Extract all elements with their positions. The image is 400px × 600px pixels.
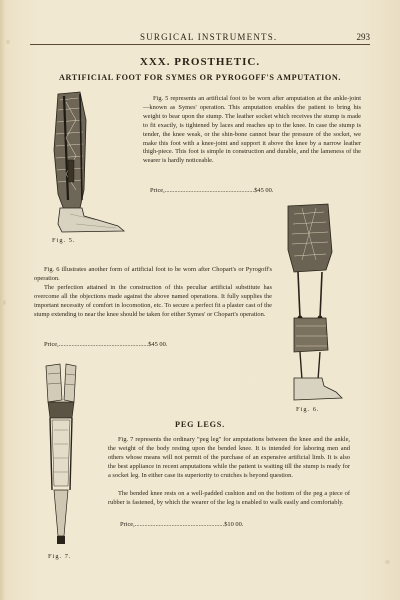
fig6-artificial-foot-illustration — [280, 200, 350, 405]
paper-stain — [6, 40, 10, 44]
fig7-caption: Fig. 7. — [48, 553, 72, 560]
peg-leg-price: Price,........................................................$10 00. — [120, 521, 244, 528]
fig7-peg-leg-illustration — [40, 360, 84, 550]
fig5-artificial-foot-illustration — [40, 90, 132, 235]
peg-leg-detail: The bended knee rests on a well-padded cushion and on the bottom of the peg a piece of rubber is fastened, by which the wearer of the leg is enabled to walk easily and comfortably. — [108, 490, 350, 506]
section-subtitle: ARTIFICIAL FOOT FOR SYMES OR PYROGOFF'S AMPUTATION. — [58, 73, 342, 82]
peg-legs-heading: PEG LEGS. — [175, 420, 225, 429]
fig6-caption: Fig. 6. — [296, 406, 320, 413]
running-head: SURGICAL INSTRUMENTS. — [140, 32, 278, 42]
fig5-price: Price,........................................................$45 00. — [150, 187, 274, 194]
header-rule — [30, 44, 370, 45]
section-title: XXX. PROSTHETIC. — [139, 56, 261, 68]
fig5-description: Fig. 5 represents an artificial foot to be worn after amputation at the ankle-joint—known as Symes' operation. This amputation enables the patient to bring his weight to bear upon the stump. The leather socket which receives the stump is made to fit exactly, is tightened by laces and reaches up to the knee. In case the stump is tender, the knee weak, or the shin-bone cannot bear the pressure of the socket, we make this foot with a knee-joint and support it above the knee by a narrow leather thigh-piece. This foot is simple in construction and durable, and the lameness of the wearer is hardly noticeable. — [143, 95, 361, 165]
fig5-caption: Fig. 5. — [52, 237, 76, 244]
fig6-price: Price,........................................................$45 00. — [44, 341, 168, 348]
fig6-intro: Fig. 6 illustrates another form of artificial foot to be worn after Chopart's or Pyrogoff's operation. — [34, 266, 272, 282]
page-number: 293 — [356, 32, 370, 42]
peg-leg-description: Fig. 7 represents the ordinary "peg leg" for amputations between the knee and the ankle, the weight of the body resting upon the bended knee. It is intended for laboring men and others whose means will not permit of the purchase of an expensive artificial limb. It is also the best appliance in recent amputations while the patient is waiting till the stump is ready for a socket leg. In either case its superiority to crutches is beyond question. — [108, 436, 350, 479]
paper-stain — [385, 560, 390, 564]
paper-stain — [3, 300, 6, 305]
fig6-description: The perfection attained in the construction of this peculiar artificial substitute has overcome all the objections made against the above named operations. It fully supplies the important necessity of comfort in locomotion, etc. To secure a perfect fit a plaster cast of the stump extending to near the knee should be taken for either Symes' or Chopart's operation. — [34, 284, 272, 318]
